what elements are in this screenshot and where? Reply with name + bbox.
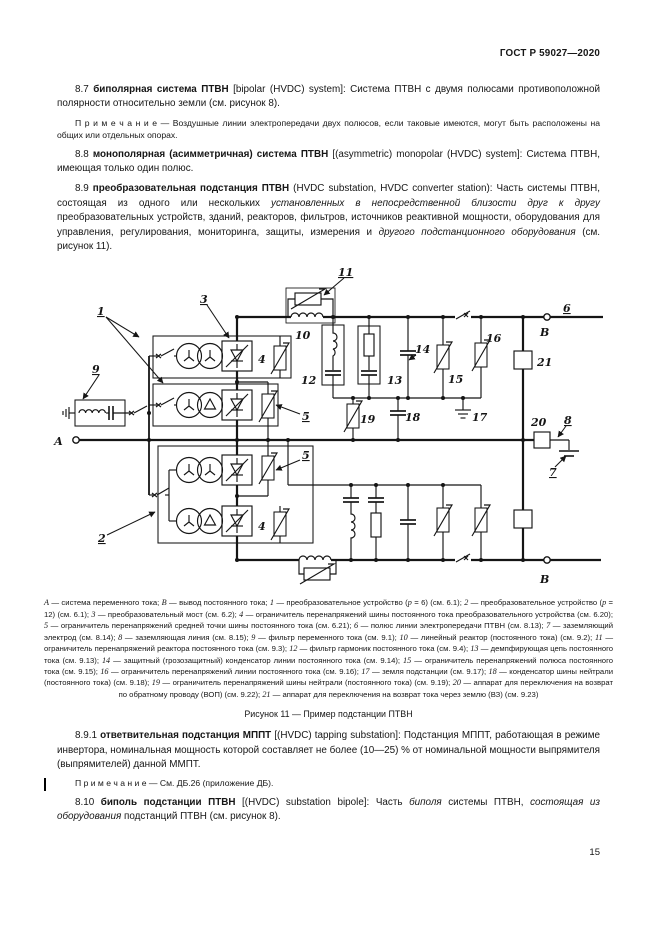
diagram-label-14: 14: [415, 343, 431, 357]
page-number: 15: [589, 846, 600, 858]
converter-unit-1-lower: [149, 384, 278, 426]
clause-8-8: 8.8 монополярная (асимметричная) система ПТВН [(asymmetric) monopolar (HVDC) system]: Система ПТВН, имеющая только один полюс.: [57, 148, 600, 175]
diagram-label-3: 3: [200, 293, 208, 307]
figure-11-diagram: [47, 258, 600, 595]
diagram-label-20: 20: [531, 416, 547, 430]
converter-unit-1-upper: [149, 336, 291, 378]
neutral-bus: [149, 432, 579, 456]
diagram-label-15: 15: [448, 373, 464, 387]
diagram-label-1: 1: [97, 305, 105, 319]
diagram-label-16: 16: [486, 332, 502, 346]
clause-8-10: 8.10 биполь подстанции ПТВН [(HVDC) substation bipole]: Часть биполя системы ПТВН, состоящая из оборудования подстанций ПТВН (см. рисунок 8).: [57, 796, 600, 823]
diagram-label-21: 21: [537, 356, 553, 370]
diagram-label-8: 8: [564, 414, 572, 428]
clause-8-9: 8.9 преобразовательная подстанция ПТВН (HVDC substation, HVDC converter station): Часть системы ПТВН, состоящая из одного или нескольких установленных в непосредственной близости друг к другу преобразовательных устройств, зданий, реакторов, фильтров, источников реактивной мощности, оборудования для управления, регулирования, мониторинга, защиты, измерения и другого подстанционного оборудования (см. рисунок 11).: [57, 183, 601, 253]
midpoint-arrester-5-pole2: [237, 440, 277, 496]
diagram-label-7: 7: [549, 466, 557, 480]
diagram-label-11: 11: [338, 266, 354, 280]
figure-11-legend: А — система переменного тока; В — вывод постоянного тока; 1 — преобразовательное устройство (p = 6) (см. 6.1); 2 — преобразовательное устройство (p = 12) (см. 6.1); 3 — преобразовательный мост (см. 6.2); 4 — ограничитель перенапряжений шины постоянного тока преобразовательного устройства (см. 6.20); 5 — ограничитель перенапряжений средней точки шины постоянного тока (см. 6.21); 6 — полюс линии электропередачи ПТВН (см. 8.13); 7 — заземляющий электрод (см. 8.14); 8 — заземляющая линия (см. 8.15); 9 — фильтр переменного тока (см. 9.1); 10 — линейный реактор (постоянного тока) (см. 9.2); 11 — ограничитель перенапряжений реактора постоянного тока (см. 9.3); 12 — фильтр гармоник постоянного тока (см. 9.4); 13 — демпфирующая цепь постоянного тока (см. 9.13); 14 — защитный (грозозащитный) конденсатор линии постоянного тока (см. 9.14); 15 — ограничитель перенапряжений полюса постоянного тока (см. 9.15); 16 — ограничитель перенапряжений линии постоянного тока (см. 9.16); 17 — земля подстанции (см. 9.17); 18 — конденсатор шины нейтрали (постоянного тока) (см. 9.18); 19 — ограничитель перенапряжений шины нейтрали (постоянного тока) (см. 9.19); 20 — аппарат для переключения на возврат по обратному проводу (ВОП) (см. 9.22); 21 — аппарат для переключения на возврат тока через землю (ВЗ) (см. 9.23): [44, 598, 614, 699]
note-8-9-1: П р и м е ч а н и е — См. ДБ.26 (приложение ДБ).: [57, 777, 600, 789]
junction-dots: [147, 315, 525, 562]
diagram-label-6: 6: [563, 302, 571, 316]
figure-11-caption: Рисунок 11 — Пример подстанции ПТВН: [244, 709, 413, 720]
top-pole-bus: [237, 311, 603, 320]
damping-circuit-pole2: [368, 485, 384, 560]
diagram-label-10: 10: [295, 329, 311, 343]
filter-return-bus-pole2: [288, 440, 481, 485]
diagram-label-В: В: [540, 573, 550, 587]
diagram-label-17: 17: [472, 411, 488, 425]
diagram-label-13: 13: [387, 374, 403, 388]
diagram-label-12: 12: [301, 374, 317, 388]
clause-8-9-1: 8.9.1 ответвительная подстанция МППТ [(HVDC) tapping substation]: Подстанция МППТ, работающая в режиме инвертора, номинальная мощность которой составляет не более (10—25) % от номинальной мощности выпрямителя (выпрямителей) данной ММПТ.: [57, 730, 601, 770]
midpoint-arrester-5-pole1: [237, 382, 277, 440]
diagram-label-9: 9: [92, 363, 100, 377]
doc-code-header: ГОСТ Р 59027—2020: [499, 48, 600, 59]
diagram-label-18: 18: [405, 411, 421, 425]
diagram-label-4: 4: [258, 353, 266, 367]
hvdc-substation-schematic: [47, 258, 617, 590]
diagram-label-4: 4: [258, 520, 266, 534]
diagram-label-19: 19: [360, 413, 376, 427]
ac-system-terminal: [73, 437, 149, 443]
ac-filter-9: [63, 400, 149, 426]
change-bar: [44, 778, 46, 791]
diagram-label-А: А: [54, 435, 63, 449]
diagram-label-В: В: [540, 326, 550, 340]
diagram-label-5: 5: [302, 410, 310, 424]
line-capacitor-pole2: [400, 485, 416, 560]
line-arrester-16: [472, 317, 490, 398]
diagram-label-2: 2: [98, 532, 106, 546]
arresters-pole2: [434, 485, 490, 560]
dc-harmonic-filter-12: [322, 317, 344, 398]
note-8-7: П р и м е ч а н и е — Воздушные линии электропередачи двух полюсов, если таковые имеются, могут быть расположены на общих или отдельных опорах.: [57, 117, 600, 141]
dc-harmonic-filter-pole2: [343, 485, 359, 560]
damping-circuit-13: [358, 317, 380, 398]
diagram-label-5: 5: [302, 449, 310, 463]
line-capacitor-14: [400, 317, 416, 398]
clause-8-7: 8.7 биполярная система ПТВН [bipolar (HVDC) system]: Система ПТВН с двумя полюсами противоположной полярности относительно земли (см. рисунок 8).: [57, 84, 600, 110]
